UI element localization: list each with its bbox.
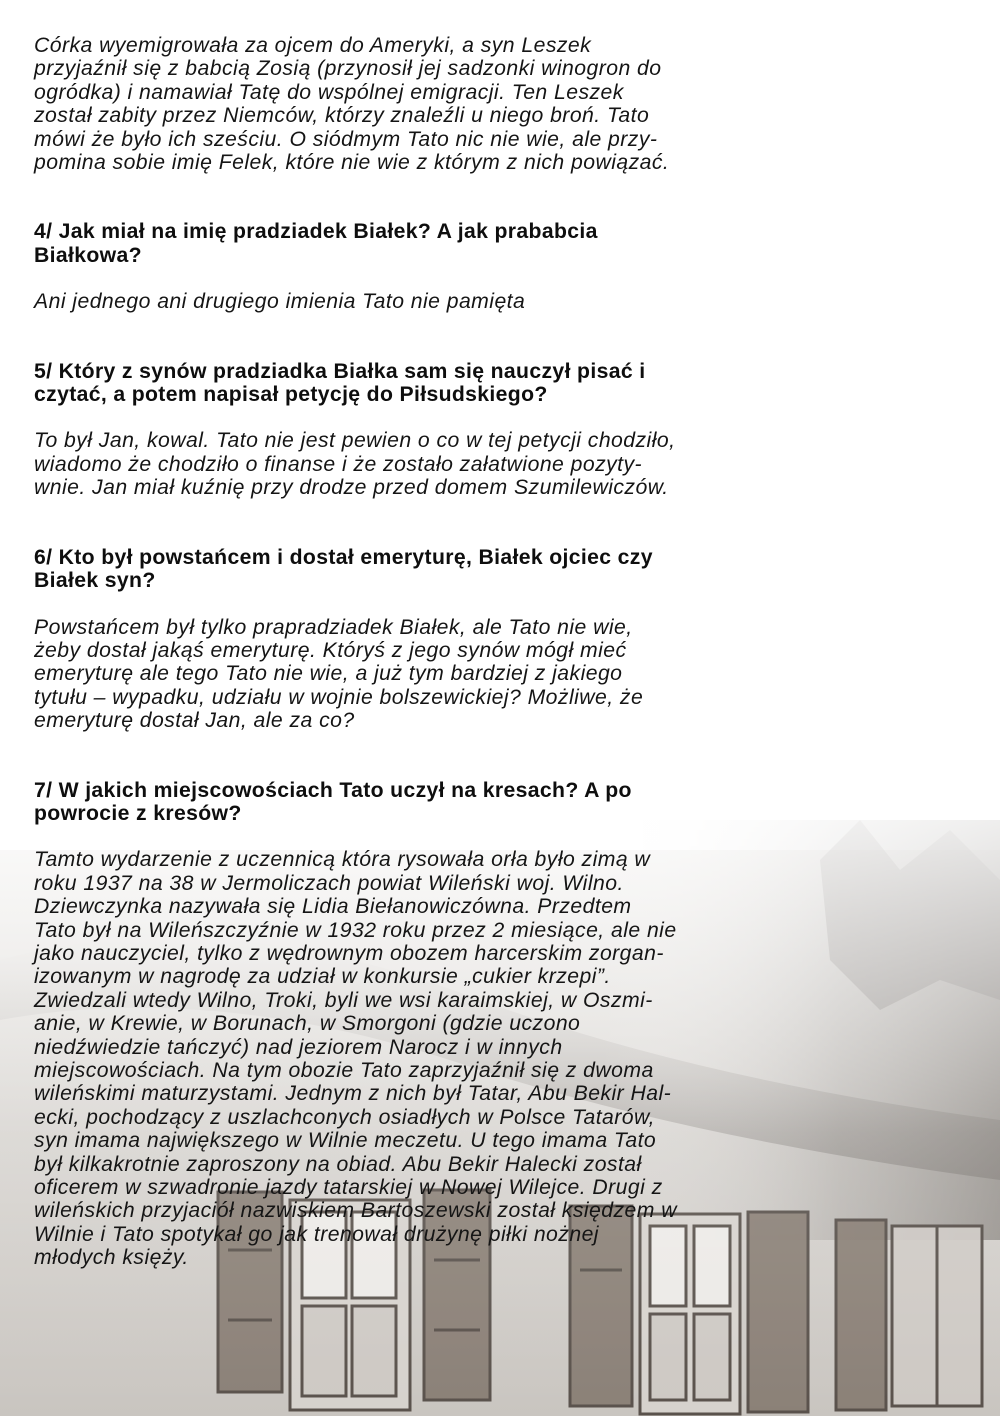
- spacer: [34, 593, 974, 616]
- intro-answer: Córka wyemigrowała za ojcem do Ameryki, a syn Leszek przyjaźnił się z babcią Zosią (przynosił jej sadzonki winogron do ogródka) i namawiał Tatę do wspólnej emigracji. Ten Leszek został zabity przez Niemców, którzy znaleźli u niego broń. Tato mówi że było ich sześciu. O siódmym Tato nic nie wie, ale przy- pomina sobie imię Felek, które nie wie z którym z nich powiązać.: [34, 34, 670, 175]
- spacer: [34, 267, 974, 290]
- question-6: 6/ Kto był powstańcem i dostał emeryturę, Białek ojciec czy Białek syn?: [34, 545, 653, 593]
- spacer: [34, 500, 974, 546]
- spacer: [34, 733, 974, 779]
- answer-5: To był Jan, kowal. Tato nie jest pewien o co w tej petycji chodziło, wiadomo że chodziło o finanse i że zostało załatwione pozyty- wnie. Jan miał kuźnię przy drodze przed domem Szumilewiczów.: [34, 429, 676, 500]
- question-5: 5/ Który z synów pradziadka Białka sam się nauczył pisać i czytać, a potem napisał petycję do Piłsudskiego?: [34, 359, 646, 407]
- spacer: [34, 174, 974, 220]
- spacer: [34, 825, 974, 848]
- answer-7: Tamto wydarzenie z uczennicą która rysowała orła było zimą w roku 1937 na 38 w Jermoliczach powiat Wileński woj. Wilno. Dziewczynka nazywała się Lidia Biełanowiczówna. Przedtem Tato był na Wileńszczyźnie w 1932 roku przez 2 miesiące, ale nie jako nauczyciel, tylko z wędrownym obozem harcerskim zorgan- izowanym w nagrodę za udział w konkursie „cukier krzepi”. Zwiedzali wtedy Wilno, Troki, byli we wsi karaimskiej, w Oszmi- anie, w Krewie, w Borunach, w Smorgoni (gdzie uczono niedźwiedzie tańczyć) nad jeziorem Narocz i w innych miejscowościach. Na tym obozie Tato zaprzyjaźnił się z dwoma wileńskimi maturzystami. Jednym z nich był Tatar, Abu Bekir Hal- ecki, pochodzący z uszlachconych osiadłych w Polsce Tatarów, syn imama największego w Wilnie meczetu. U tego imama Tato był kilkakrotnie zaproszony na obiad. Abu Bekir Halecki został oficerem w szwadronie jazdy tatarskiej w Nowej Wilejce. Drugi z wileńskich przyjaciół nazwiskiem Bartoszewski został księdzem w Wilnie i Tato spotykał go jak trenował drużynę piłki nożnej młodych księży.: [34, 848, 677, 1270]
- question-4: 4/ Jak miał na imię pradziadek Białek? A jak prababcia Białkowa?: [34, 220, 598, 267]
- answer-4: Ani jednego ani drugiego imienia Tato nie pamięta: [34, 290, 526, 314]
- spacer: [34, 314, 974, 360]
- document-body: [34, 34, 974, 1270]
- answer-6: Powstańcem był tylko prapradziadek Białek, ale Tato nie wie, żeby dostał jakąś emeryturę. Któryś z jego synów mógł mieć emeryturę ale tego Tato nie wie, a już tym bardziej z jakiego tytułu – wypadku, udziału w wojnie bolszewickiej? Możliwe, że emeryturę dostał Jan, ale za co?: [34, 615, 644, 733]
- question-7: 7/ W jakich miejscowościach Tato uczył na kresach? A po powrocie z kresów?: [34, 778, 632, 825]
- spacer: [34, 406, 974, 429]
